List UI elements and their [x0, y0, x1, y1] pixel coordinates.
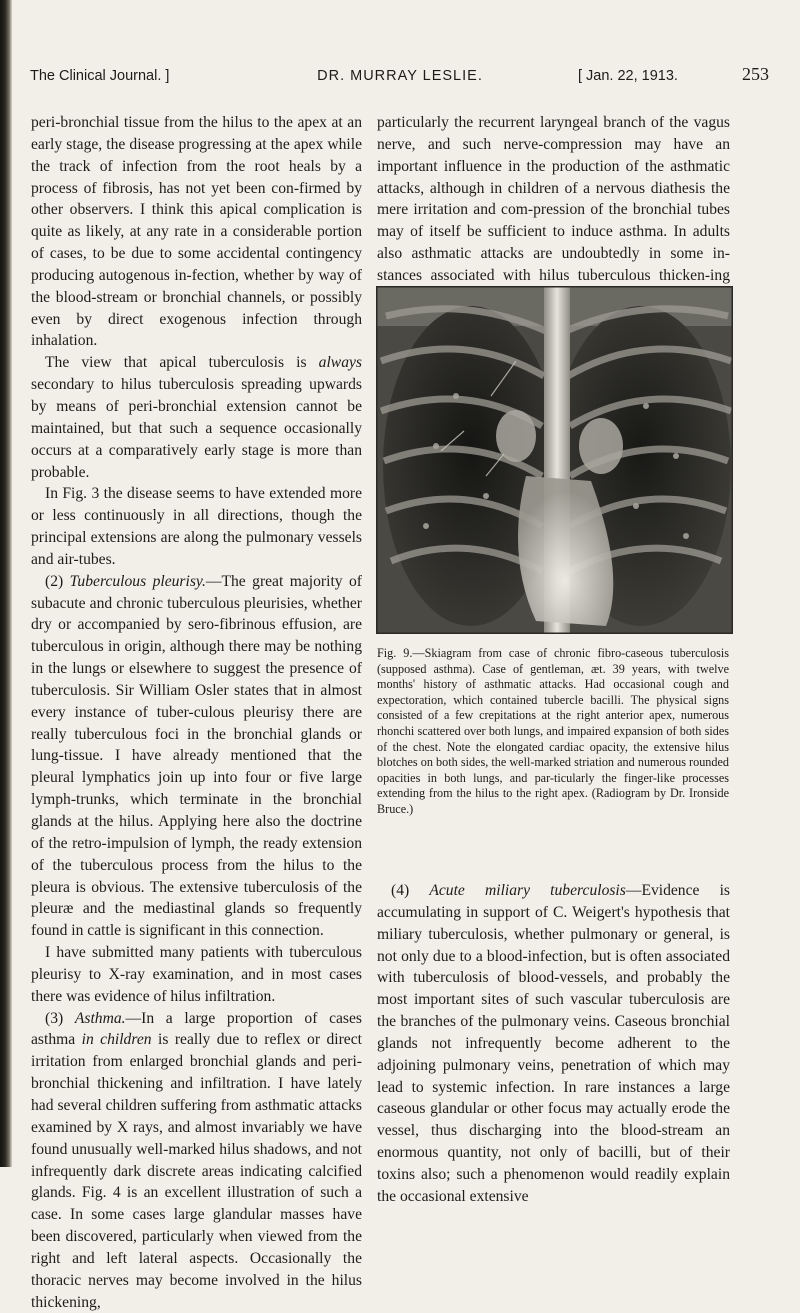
paragraph: peri-bronchial tissue from the hilus to the apex at an early stage, the disease progressing at the apex while the track of infection from the root heals by a process of fibrosis, has not yet been con-firmed by other observers. I think this apical complication is quite as likely, at any rate in a considerable portion of cases, to be due to some accidental contingency producing autogenous in-fection, whether by way of the blood-stream or bronchial channels, or possibly even by direct exogenous infection through inhalation.	[31, 114, 362, 350]
chest-xray-image	[376, 286, 733, 634]
issue-date: [ Jan. 22, 1913.	[578, 68, 678, 84]
running-header	[30, 64, 770, 88]
paragraph: I have submitted many patients with tuberculous pleurisy to X-ray examination, and in most cases there was evidence of hilus infiltration.	[31, 944, 362, 1005]
journal-title: The Clinical Journal. ]	[30, 68, 170, 84]
paragraph: particularly the recurrent laryngeal branch of the vagus nerve, and such nerve-compression may have an important influence in the production of the asthmatic attacks, although in children of a nervous diathesis the mere irritation and com-pression of the bronchial tubes may of itself be sufficient to induce asthma. In adults also asthmatic attacks are undoubtedly in some in-stances associated with hilus tuberculous thicken-ing	[377, 114, 730, 284]
author-name: DR. MURRAY LESLIE.	[317, 68, 483, 84]
right-column-bottom	[377, 880, 730, 1208]
paragraph: The view that apical tuberculosis is always secondary to hilus tuberculosis spreading upwards by means of peri-bronchial extension cannot be maintained, but that such a sequence occasionally occurs at a comparatively early stage is more than probable.	[31, 354, 362, 481]
page-binding-shadow	[0, 0, 12, 1167]
page-number: 253	[742, 64, 769, 84]
paragraph: In Fig. 3 the disease seems to have extended more or less continuously in all directions, though the principal extensions are along the pulmonary vessels and air-tubes.	[31, 485, 362, 568]
skiagram-figure	[376, 286, 733, 634]
right-column-top	[377, 112, 730, 309]
section-tuberculous-pleurisy: (2) Tuberculous pleurisy.—The great majority of subacute and chronic tuberculous pleurisies, whether dry or accompanied by sero-fibrinous effusion, are tuberculous in origin, although there may be nothing in the lungs or elsewhere to suggest the presence of tuberculosis. Sir William Osler states that in almost every instance of tuber-culous pleurisy there are really tuberculous foci in the bronchial glands or lung-tissue. I have already mentioned that the pleural lymphatics join up into four or five large lymph-trunks, which terminate in the bronchial glands at the hilus. Applying here also the doctrine of the retro-impulsion of lymph, the ready extension of the tuberculous process from the hilus to the pleura is obvious. The extensive tuberculosis of the pleuræ and the mediastinal glands so frequently found in cattle is significant in this connection.	[31, 572, 362, 940]
section-acute-miliary-tuberculosis: (4) Acute miliary tuberculosis—Evidence is accumulating in support of C. Weigert's hypothesis that miliary tuberculosis, whether pulmonary or general, is not only due to a blood-infection, but is often associated with tuberculosis of blood-vessels, and probably the most important sites of such vascular tuberculosis are the branches of the pulmonary veins. Caseous bronchial glands not infrequently become adherent to the adjoining pulmonary veins, penetration of which may lead to systemic infection. In rare instances a large caseous glandular or other focus may actually erode the vessel, thus discharging into the blood-stream an enormous quantity, not only of bacilli, but of their toxins also; such a phenomenon would readily explain the occasional extensive	[377, 882, 730, 1205]
left-column	[31, 112, 362, 1313]
section-asthma: (3) Asthma.—In a large proportion of cases asthma in children is really due to reflex or direct irritation from enlarged bronchial glands and peri-bronchial thickening and infiltration. I have lately had several children suffering from asthmatic attacks examined by X rays, and almost invariably we have found unusually well-marked hilus shadows, and not infrequently dark discrete areas indicating calcified glands. Fig. 4 is an excellent illustration of such a case. In some cases large glandular masses have been discovered, particularly when viewed from the right and left lateral aspects. Occasionally the thoracic nerves may become involved in the hilus thickening,	[31, 1009, 362, 1311]
figure-caption: Fig. 9.—Skiagram from case of chronic fibro-caseous tuberculosis (supposed asthma). Case of gentleman, æt. 39 years, with twelve months' history of asthmatic attacks. Had occasional cough and expectoration, which contained tubercle bacilli. The physical signs consisted of a few crepitations at the right anterior apex, numerous rhonchi scattered over both lungs, and impaired expansion of both sides of the chest. Note the elongated cardiac opacity, the extensive hilus blotches on both sides, the well-marked striation and numerous rounded opacities in both lungs, and par-ticularly the finger-like processes extending from the hilus to the right apex. (Radiogram by Dr. Ironside Bruce.)	[377, 646, 729, 816]
